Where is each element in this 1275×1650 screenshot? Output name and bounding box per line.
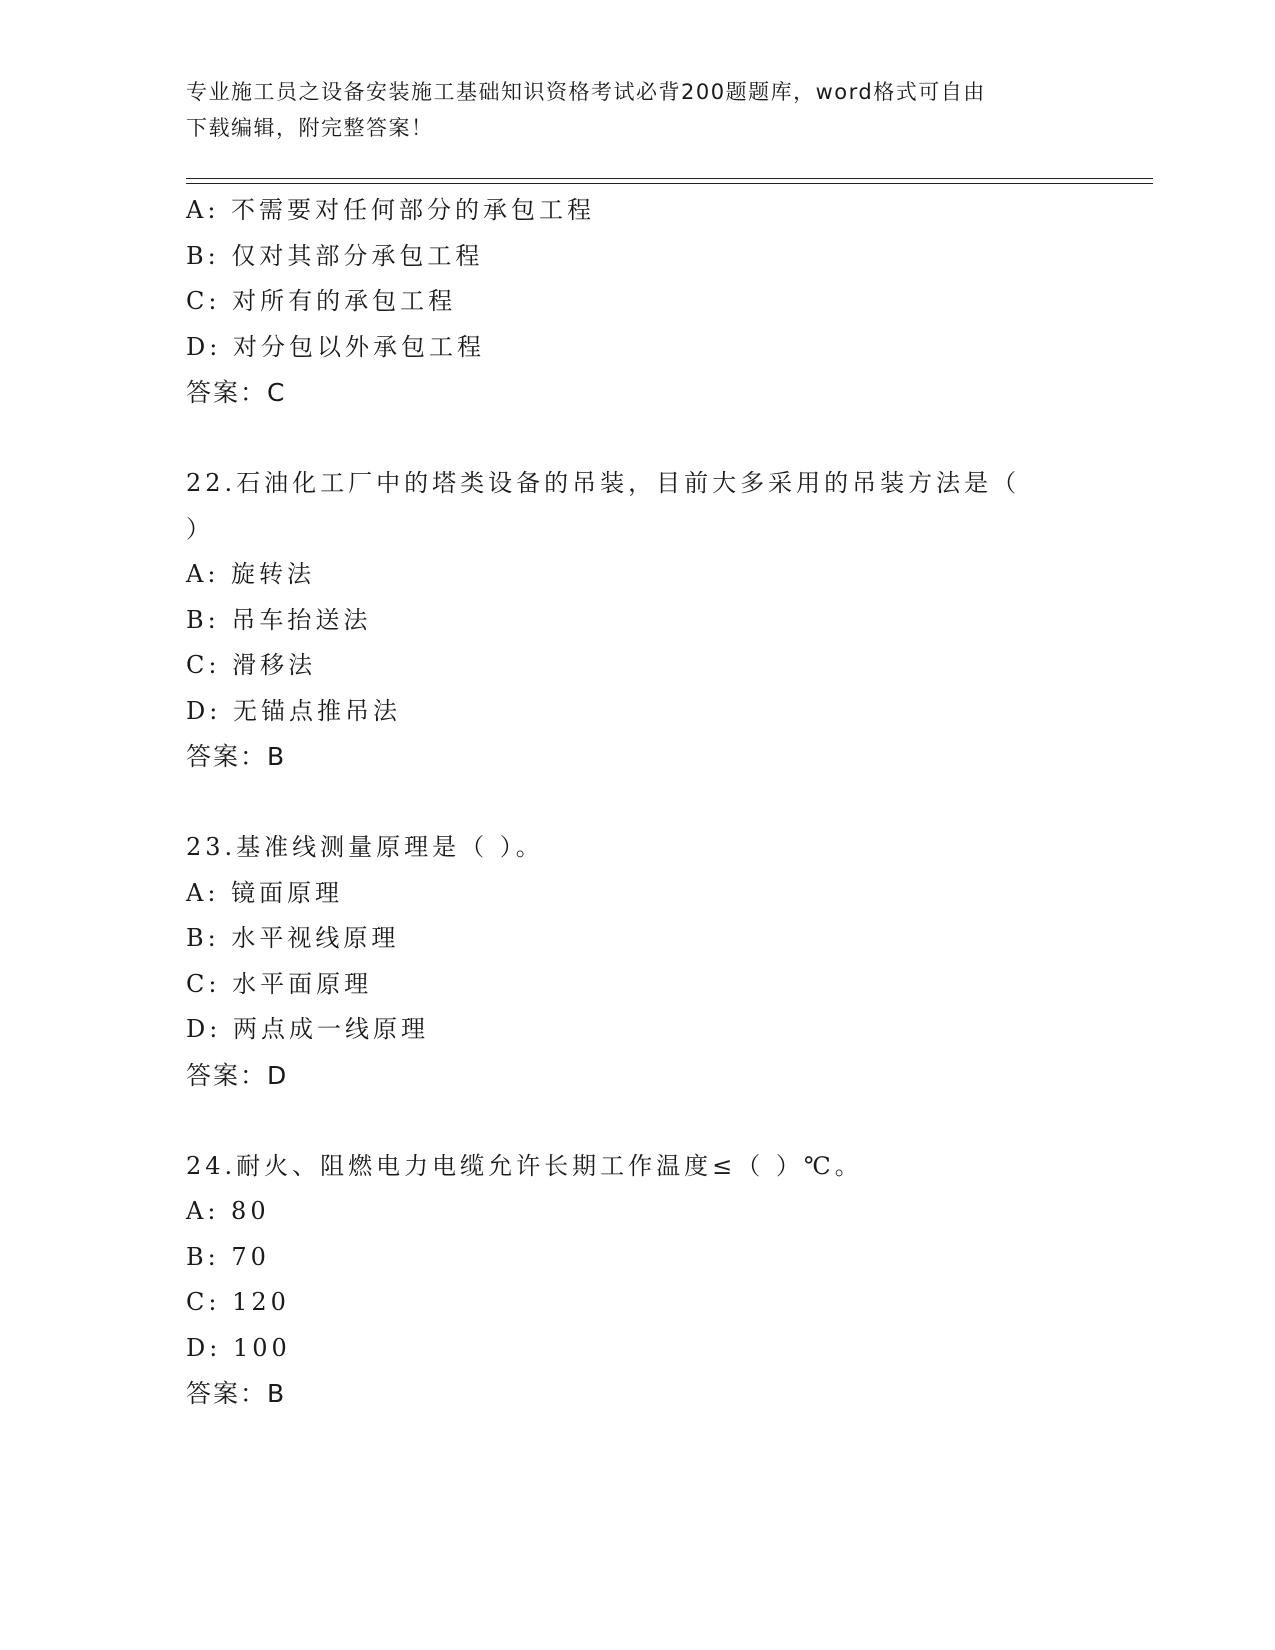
option-a: A: 镜面原理 <box>186 878 344 907</box>
question-stem-continued: ） <box>186 514 214 543</box>
option-d: D: 对分包以外承包工程 <box>186 332 485 361</box>
header-divider-top <box>186 178 1153 179</box>
question-stem: 22.石油化工厂中的塔类设备的吊装，目前大多采用的吊装方法是（ <box>186 469 1021 497</box>
spacer <box>186 780 1086 826</box>
question-block-22 <box>186 461 1086 780</box>
option-a: A: 不需要对任何部分的承包工程 <box>186 196 596 224</box>
question-block-24 <box>186 1144 1086 1417</box>
option-b: B: 吊车抬送法 <box>186 605 372 634</box>
document-header <box>186 74 1066 146</box>
option-a: A: 旋转法 <box>186 560 316 588</box>
header-divider-bottom <box>186 183 1153 184</box>
option-b: B: 70 <box>186 1242 270 1271</box>
spacer <box>186 416 1086 462</box>
option-c: C: 滑移法 <box>186 651 317 679</box>
option-d: D: 无锚点推吊法 <box>186 696 401 725</box>
question-list <box>186 188 1086 1417</box>
question-block-23 <box>186 825 1086 1098</box>
header-title-line-2: 下载编辑，附完整答案！ <box>186 116 434 140</box>
question-stem: 24.耐火、阻燃电力电缆允许长期工作温度≤（ ）℃。 <box>186 1151 863 1180</box>
answer-label: 答案：C <box>186 378 287 407</box>
answer-label: 答案：B <box>186 1379 287 1408</box>
option-c: C: 水平面原理 <box>186 969 373 998</box>
option-a: A: 80 <box>186 1197 270 1225</box>
question-block-21 <box>186 188 1086 416</box>
option-d: D: 两点成一线原理 <box>186 1015 429 1043</box>
header-title-line-1: 专业施工员之设备安装施工基础知识资格考试必背200题题库，word格式可自由 <box>186 80 986 104</box>
option-b: B: 仅对其部分承包工程 <box>186 241 484 270</box>
option-c: C: 120 <box>186 1288 290 1316</box>
option-c: C: 对所有的承包工程 <box>186 287 457 315</box>
question-stem: 23.基准线测量原理是（ ）。 <box>186 833 544 861</box>
option-b: B: 水平视线原理 <box>186 924 400 952</box>
answer-label: 答案：D <box>186 1060 289 1090</box>
option-d: D: 100 <box>186 1333 291 1362</box>
spacer <box>186 1098 1086 1144</box>
answer-label: 答案：B <box>186 742 287 771</box>
